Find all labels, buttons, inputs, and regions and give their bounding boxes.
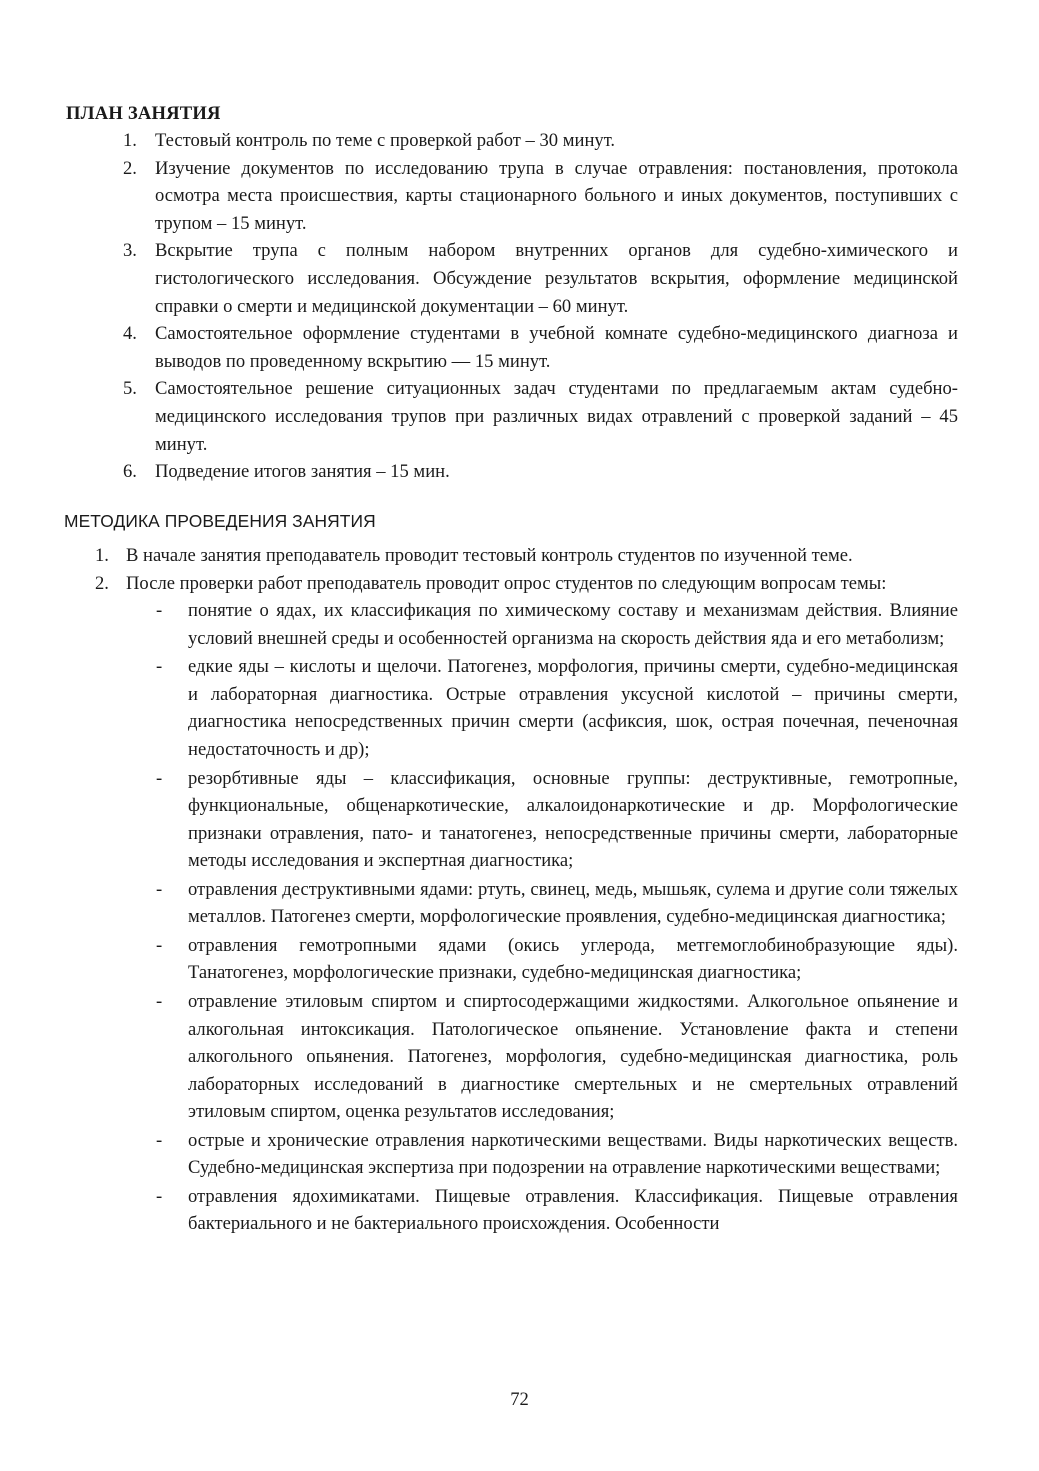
method-heading: МЕТОДИКА ПРОВЕДЕНИЯ ЗАНЯТИЯ <box>64 511 376 531</box>
method-item-number: 2. <box>95 572 109 594</box>
plan-item-text: Тестовый контроль по теме с проверкой работ – 30 минут. <box>155 130 616 151</box>
topic-bullet-text: отравления деструктивными ядами: ртуть, свинец, медь, мышьяк, сулема и другие соли тяжелых металлов. Патогенез смерти, морфологические проявления, судебно-медицинская диагностика; <box>188 878 958 928</box>
topic-bullet-list <box>126 597 958 1238</box>
plan-item-number: 6. <box>123 461 137 483</box>
topic-bullet-text: отравления гемотропными ядами (окись углерода, метгемоглобинобразующие яды). Танатогенез, морфологические признаки, судебно-медицинская диагностика; <box>188 934 958 984</box>
topic-bullet <box>126 765 958 875</box>
topic-bullet-text: едкие яды – кислоты и щелочи. Патогенез, морфология, причины смерти, судебно-медицинская и лабораторная диагностика. Острые отравления уксусной кислотой – причины смерти, диагностика непосредственных причин смерти (асфиксия, шок, острая почечная, печеночная недостаточность и др); <box>188 656 958 761</box>
plan-item <box>66 237 958 320</box>
bullet-dash: - <box>156 656 163 678</box>
plan-item <box>66 155 958 238</box>
plan-item-number: 5. <box>123 378 137 400</box>
bullet-dash: - <box>156 1185 163 1207</box>
method-item <box>64 542 958 570</box>
bullet-dash: - <box>156 1129 163 1151</box>
plan-item <box>66 375 958 458</box>
topic-bullet <box>126 597 958 652</box>
method-item <box>64 570 958 1238</box>
bullet-dash: - <box>156 990 163 1012</box>
page-number: 72 <box>510 1389 529 1410</box>
bullet-dash: - <box>156 767 163 789</box>
topic-bullet <box>126 1183 958 1238</box>
topic-bullet <box>126 653 958 763</box>
method-list <box>64 542 958 1239</box>
plan-item-text: Подведение итогов занятия – 15 мин. <box>155 461 450 483</box>
topic-bullet-text: отравление этиловым спиртом и спиртосодержащими жидкостями. Алкогольное опьянение и алкогольная интоксикация. Патологическое опьянение. Установление факта и степени алкогольного опьянения. Патогенез, морфология, судебно-медицинская диагностика, роль лабораторных исследований в диагностике смертельных и не смертельных отравлений этиловым спиртом, оценка результатов исследования; <box>188 990 958 1123</box>
bullet-dash: - <box>156 600 163 622</box>
bullet-dash: - <box>156 934 163 956</box>
topic-bullet <box>126 988 958 1126</box>
plan-item <box>66 320 958 375</box>
plan-item <box>66 127 958 155</box>
method-item-text: После проверки работ преподаватель проводит опрос студентов по следующим вопросам темы: <box>126 572 887 594</box>
plan-heading: ПЛАН ЗАНЯТИЯ <box>66 103 221 124</box>
bullet-dash: - <box>156 878 163 900</box>
topic-bullet-text: понятие о ядах, их классификация по химическому составу и механизмам действия. Влияние условий внешней среды и особенностей организма на скорость действия яда и его метаболизм; <box>188 600 958 649</box>
topic-bullet-text: отравления ядохимикатами. Пищевые отравления. Классификация. Пищевые отравления бактериального и не бактериального происхождения. Особенности <box>188 1185 958 1235</box>
method-item-number: 1. <box>95 545 109 566</box>
topic-bullet <box>126 1127 958 1182</box>
plan-item-text: Самостоятельное решение ситуационных задач студентами по предлагаемым актам судебно-медицинского исследования трупов при различных видах отравлений с проверкой заданий – 45 минут. <box>155 378 958 455</box>
topic-bullet-text: острые и хронические отравления наркотическими веществами. Виды наркотических веществ. Судебно-медицинская экспертиза при подозрении на отравление наркотическими веществами; <box>188 1129 958 1179</box>
topic-bullet-text: резорбтивные яды – классификация, основные группы: деструктивные, гемотропные, функциональные, общенаркотические, алкалоидонаркотические и др. Морфологические признаки отравления, пато- и танатогенез, непосредственные причины смерти, лабораторные методы исследования и экспертная диагностика; <box>188 767 958 872</box>
plan-item-number: 2. <box>123 157 137 179</box>
plan-item-number: 1. <box>123 130 137 151</box>
plan-item-text: Самостоятельное оформление студентами в учебной комнате судебно-медицинского диагноза и выводов по проведенному вскрытию — 15 минут. <box>155 323 958 372</box>
topic-bullet <box>126 932 958 987</box>
plan-item <box>66 458 958 486</box>
plan-item-number: 4. <box>123 323 137 345</box>
plan-list <box>66 127 958 486</box>
plan-item-text: Изучение документов по исследованию трупа в случае отравления: постановления, протокола осмотра места происшествия, карты стационарного больного и иных документов, поступивших с трупом – 15 минут. <box>155 157 958 234</box>
topic-bullet <box>126 876 958 931</box>
plan-item-number: 3. <box>123 240 137 262</box>
plan-item-text: Вскрытие трупа с полным набором внутренних органов для судебно-химического и гистологического исследования. Обсуждение результатов вскрытия, оформление медицинской справки о смерти и медицинской документации – 60 минут. <box>155 240 958 317</box>
method-item-text: В начале занятия преподаватель проводит тестовый контроль студентов по изученной теме. <box>126 545 853 566</box>
